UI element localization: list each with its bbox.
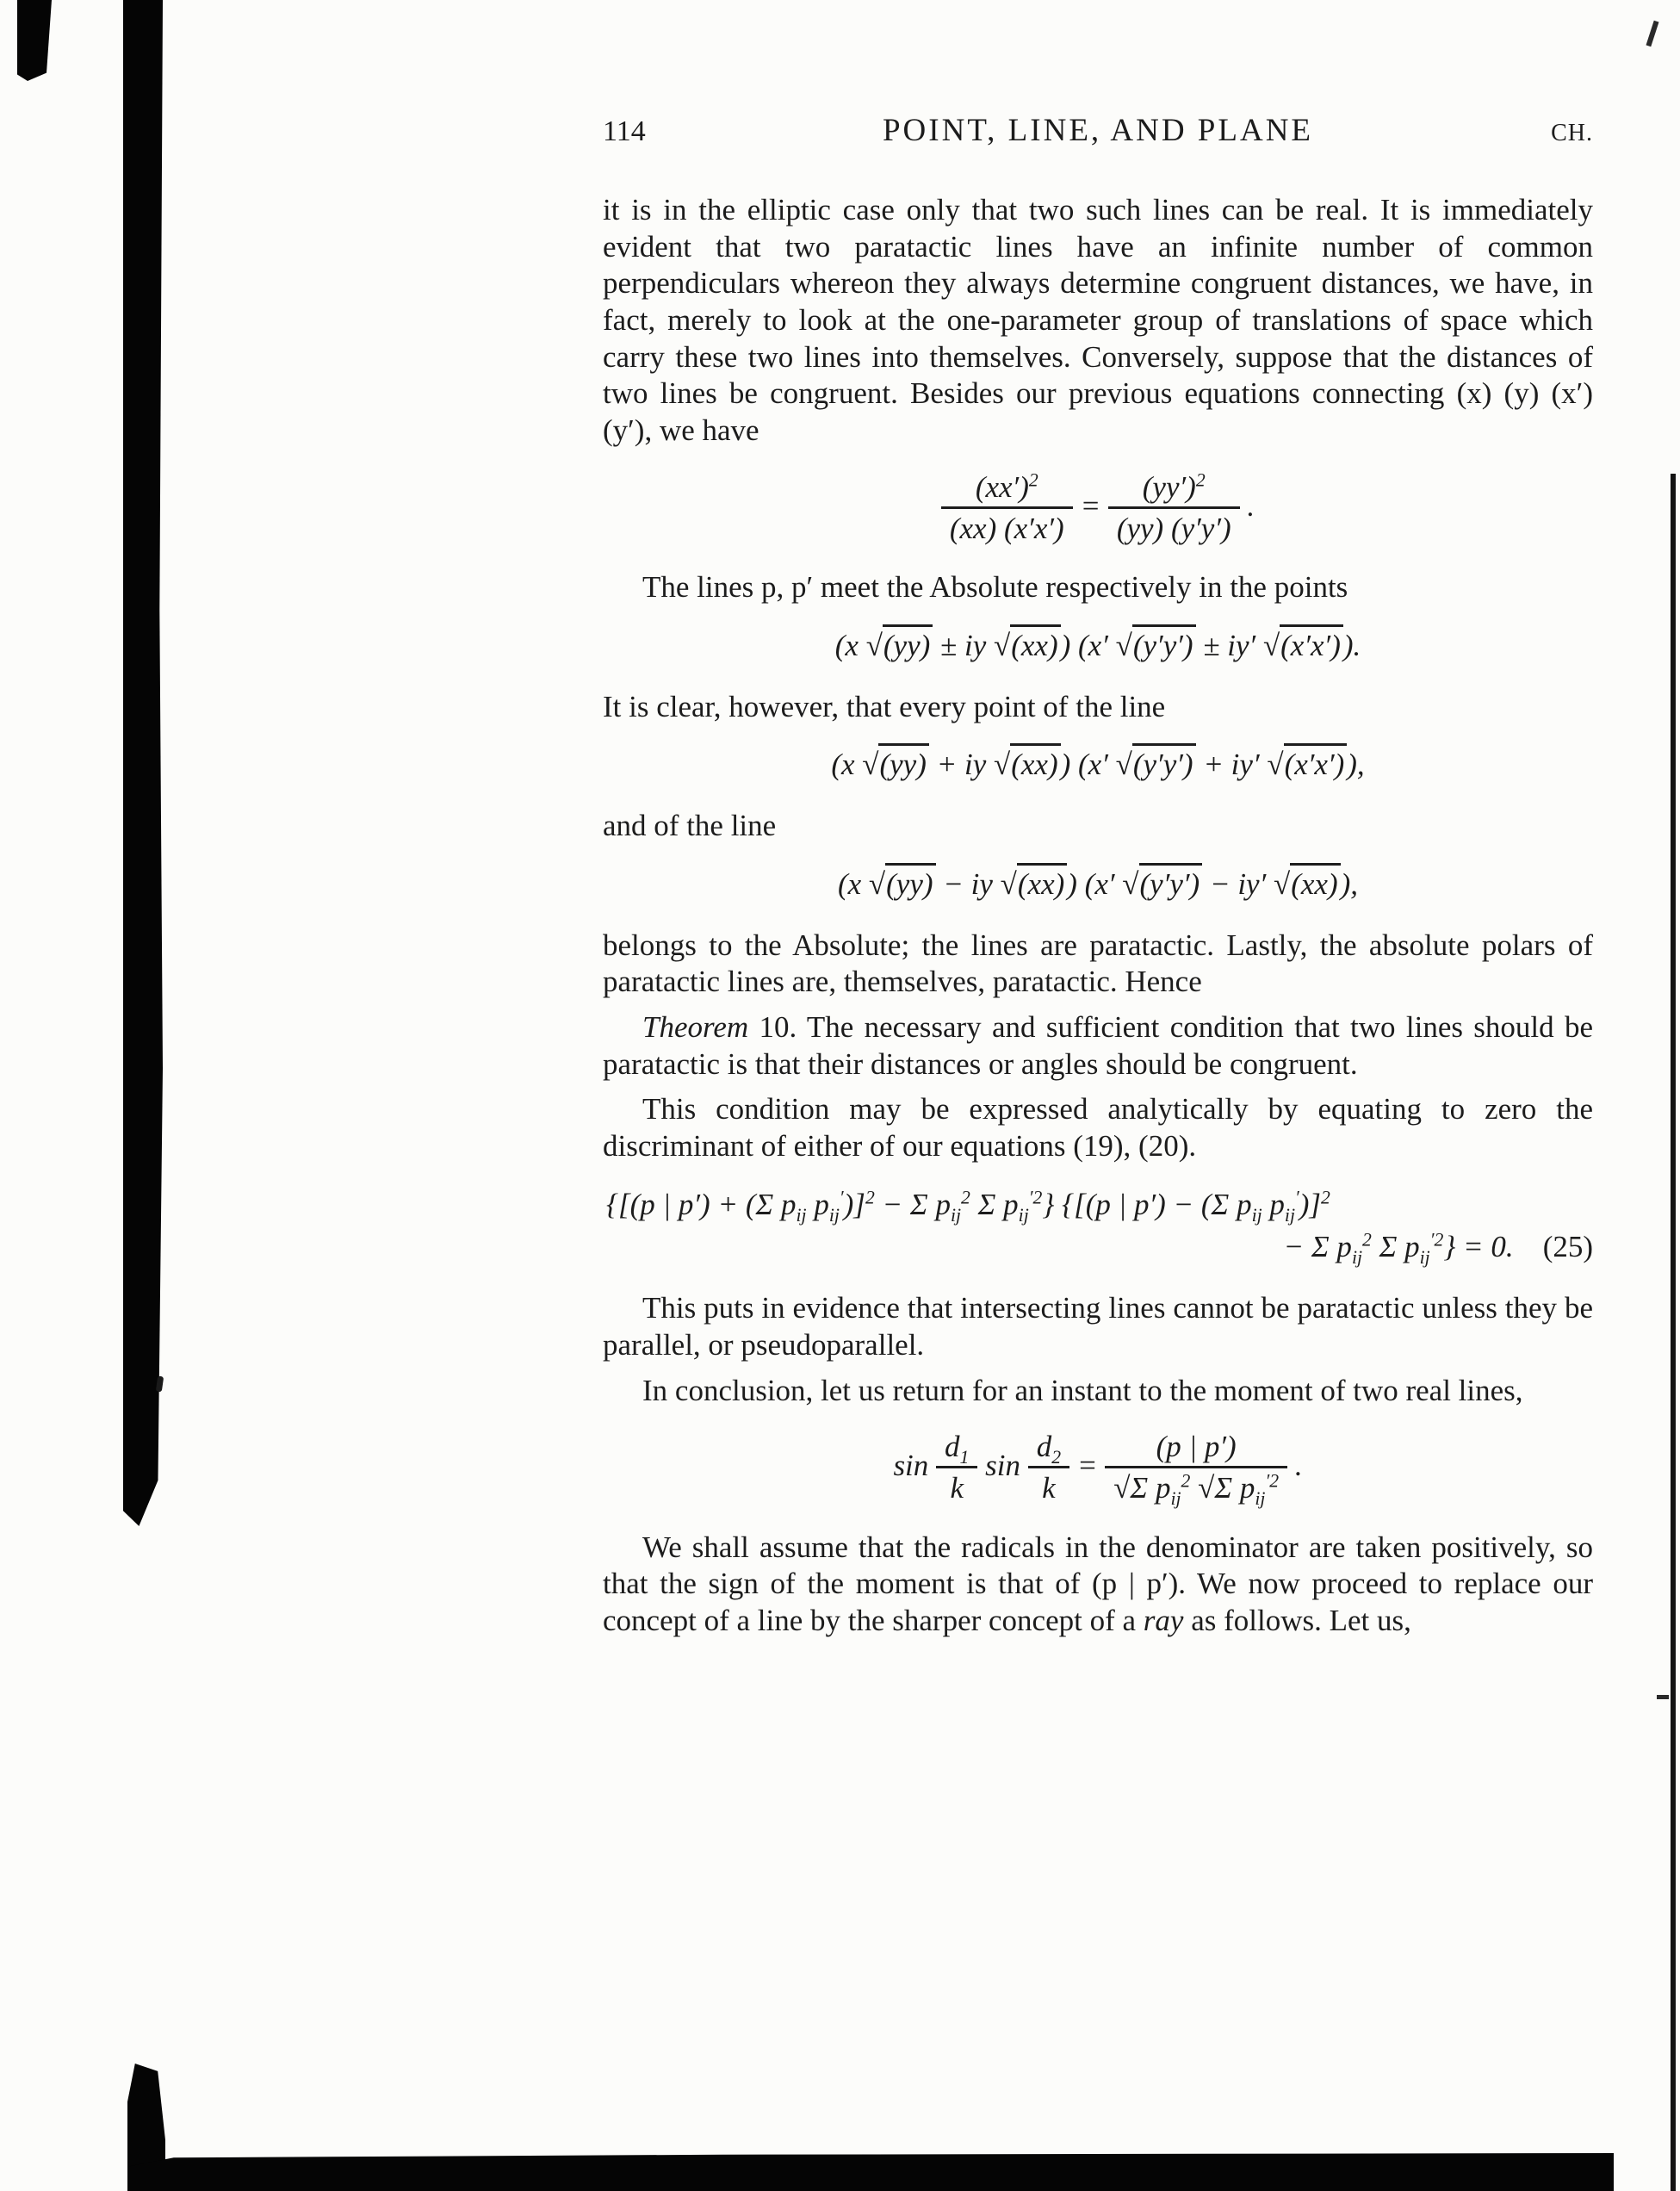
paragraph-6: This condition may be expressed analytically by equating to zero the discriminant of either of our equations (19), (20).	[603, 1092, 1593, 1163]
paragraph-9	[603, 1530, 1593, 1640]
paragraph-9-ray-word: ray	[1143, 1603, 1184, 1637]
equation-25-number: (25)	[1542, 1230, 1593, 1264]
equation-line-minus: (x √(yy) − iy √(xx)) (x′ √(y′y′) − iy′ √(xx)),	[603, 866, 1593, 903]
paragraph-7: This puts in evidence that intersecting lines cannot be paratactic unless they be parallel, or pseudoparallel.	[603, 1291, 1593, 1362]
theorem-body: The necessary and sufficient condition that two lines should be paratactic is that their distances or angles should be congruent.	[603, 1009, 1593, 1081]
equation-line-plus: (x √(yy) + iy √(xx)) (x′ √(y′y′) + iy′ √(x′x′)),	[603, 746, 1593, 784]
paragraph-5: belongs to the Absolute; the lines are paratactic. Lastly, the absolute polars of paratactic lines are, themselves, paratactic. Hence	[603, 928, 1593, 999]
theorem-10	[603, 1009, 1593, 1083]
scan-artifact-right-line	[1671, 474, 1676, 2191]
equation-moment: sin $\frac{d_1}{k}$ sin $\frac{d_2}{k}$ = $\frac{(p | p')}{√\Sigma p_{ij}^2 √\Sigma p_{ij}^{'2}}$ .	[893, 1430, 1303, 1510]
paragraph-2: The lines p, p′ meet the Absolute respectively in the points	[642, 570, 1348, 605]
scan-artifact-right-tick	[1646, 21, 1659, 47]
theorem-number: 10.	[748, 1009, 797, 1044]
scan-artifact-corner-mark	[17, 0, 52, 81]
equation-25	[603, 1186, 1593, 1267]
equation-absolute-points: (x √(yy) ± iy √(xx)) (x′ √(y′y′) ± iy′ √(x′x′)).	[603, 627, 1593, 665]
page-content	[603, 112, 1593, 1648]
equation-25-line-2-math: − Σ $p_{ij}^2$ Σ $p_{ij}^{'2}\} = 0$.	[1283, 1229, 1514, 1269]
paragraph-1: it is in the elliptic case only that two such lines can be real. It is immediately evident that two paratactic lines have an infinite number of common perpendiculars whereon they always determine congruent distances, we have, in fact, merely to look at the one-parameter group of translations of space which carry these two lines into themselves. Conversely, suppose that the distances of two lines be congruent. Besides our previous equations connecting (x) (y) (x′) (y′), we have	[603, 193, 1593, 448]
chapter-mark: CH.	[1551, 120, 1593, 146]
equation-fraction: $\frac{(xx')^2}{(xx) (x'x')}$ = $\frac{(yy')^2}{(yy) (y'y')}$ .	[603, 470, 1593, 545]
scan-artifact-left-speck	[156, 1376, 164, 1393]
paragraph-8: In conclusion, let us return for an instant to the moment of two real lines,	[642, 1373, 1523, 1407]
paragraph-3: It is clear, however, that every point of the line	[603, 689, 1166, 723]
paragraph-9-start: We shall assume that the radicals in the denominator are taken positively, so that the sign of the moment is that of (p | p′). We now proceed to replace our concept of a line by the sharper concept of a	[603, 1530, 1593, 1637]
running-title: POINT, LINE, AND PLANE	[882, 113, 1314, 148]
scan-artifact-bottom-bar	[129, 2153, 1614, 2191]
page-number: 114	[603, 115, 646, 147]
equation-25-line-1: {[(p | p′) + (Σ $p_{ij}$ $p_{ij}')]^2 - \Sigma$ $p_{ij}^2$ Σ $p_{ij}^{'2}$} {[(p | p′) − (Σ $p_{ij}$ $p_{ij}')]^2$	[606, 1186, 1330, 1226]
page-header	[603, 112, 1593, 149]
scan-artifact-right-speck	[1657, 1695, 1669, 1699]
theorem-label: Theorem	[642, 1009, 749, 1044]
scan-artifact-left-bar	[123, 0, 163, 1526]
equation-25-line-2	[603, 1228, 1593, 1269]
paragraph-4: and of the line	[603, 809, 777, 843]
paragraph-9-end: as follows. Let us,	[1183, 1603, 1411, 1637]
